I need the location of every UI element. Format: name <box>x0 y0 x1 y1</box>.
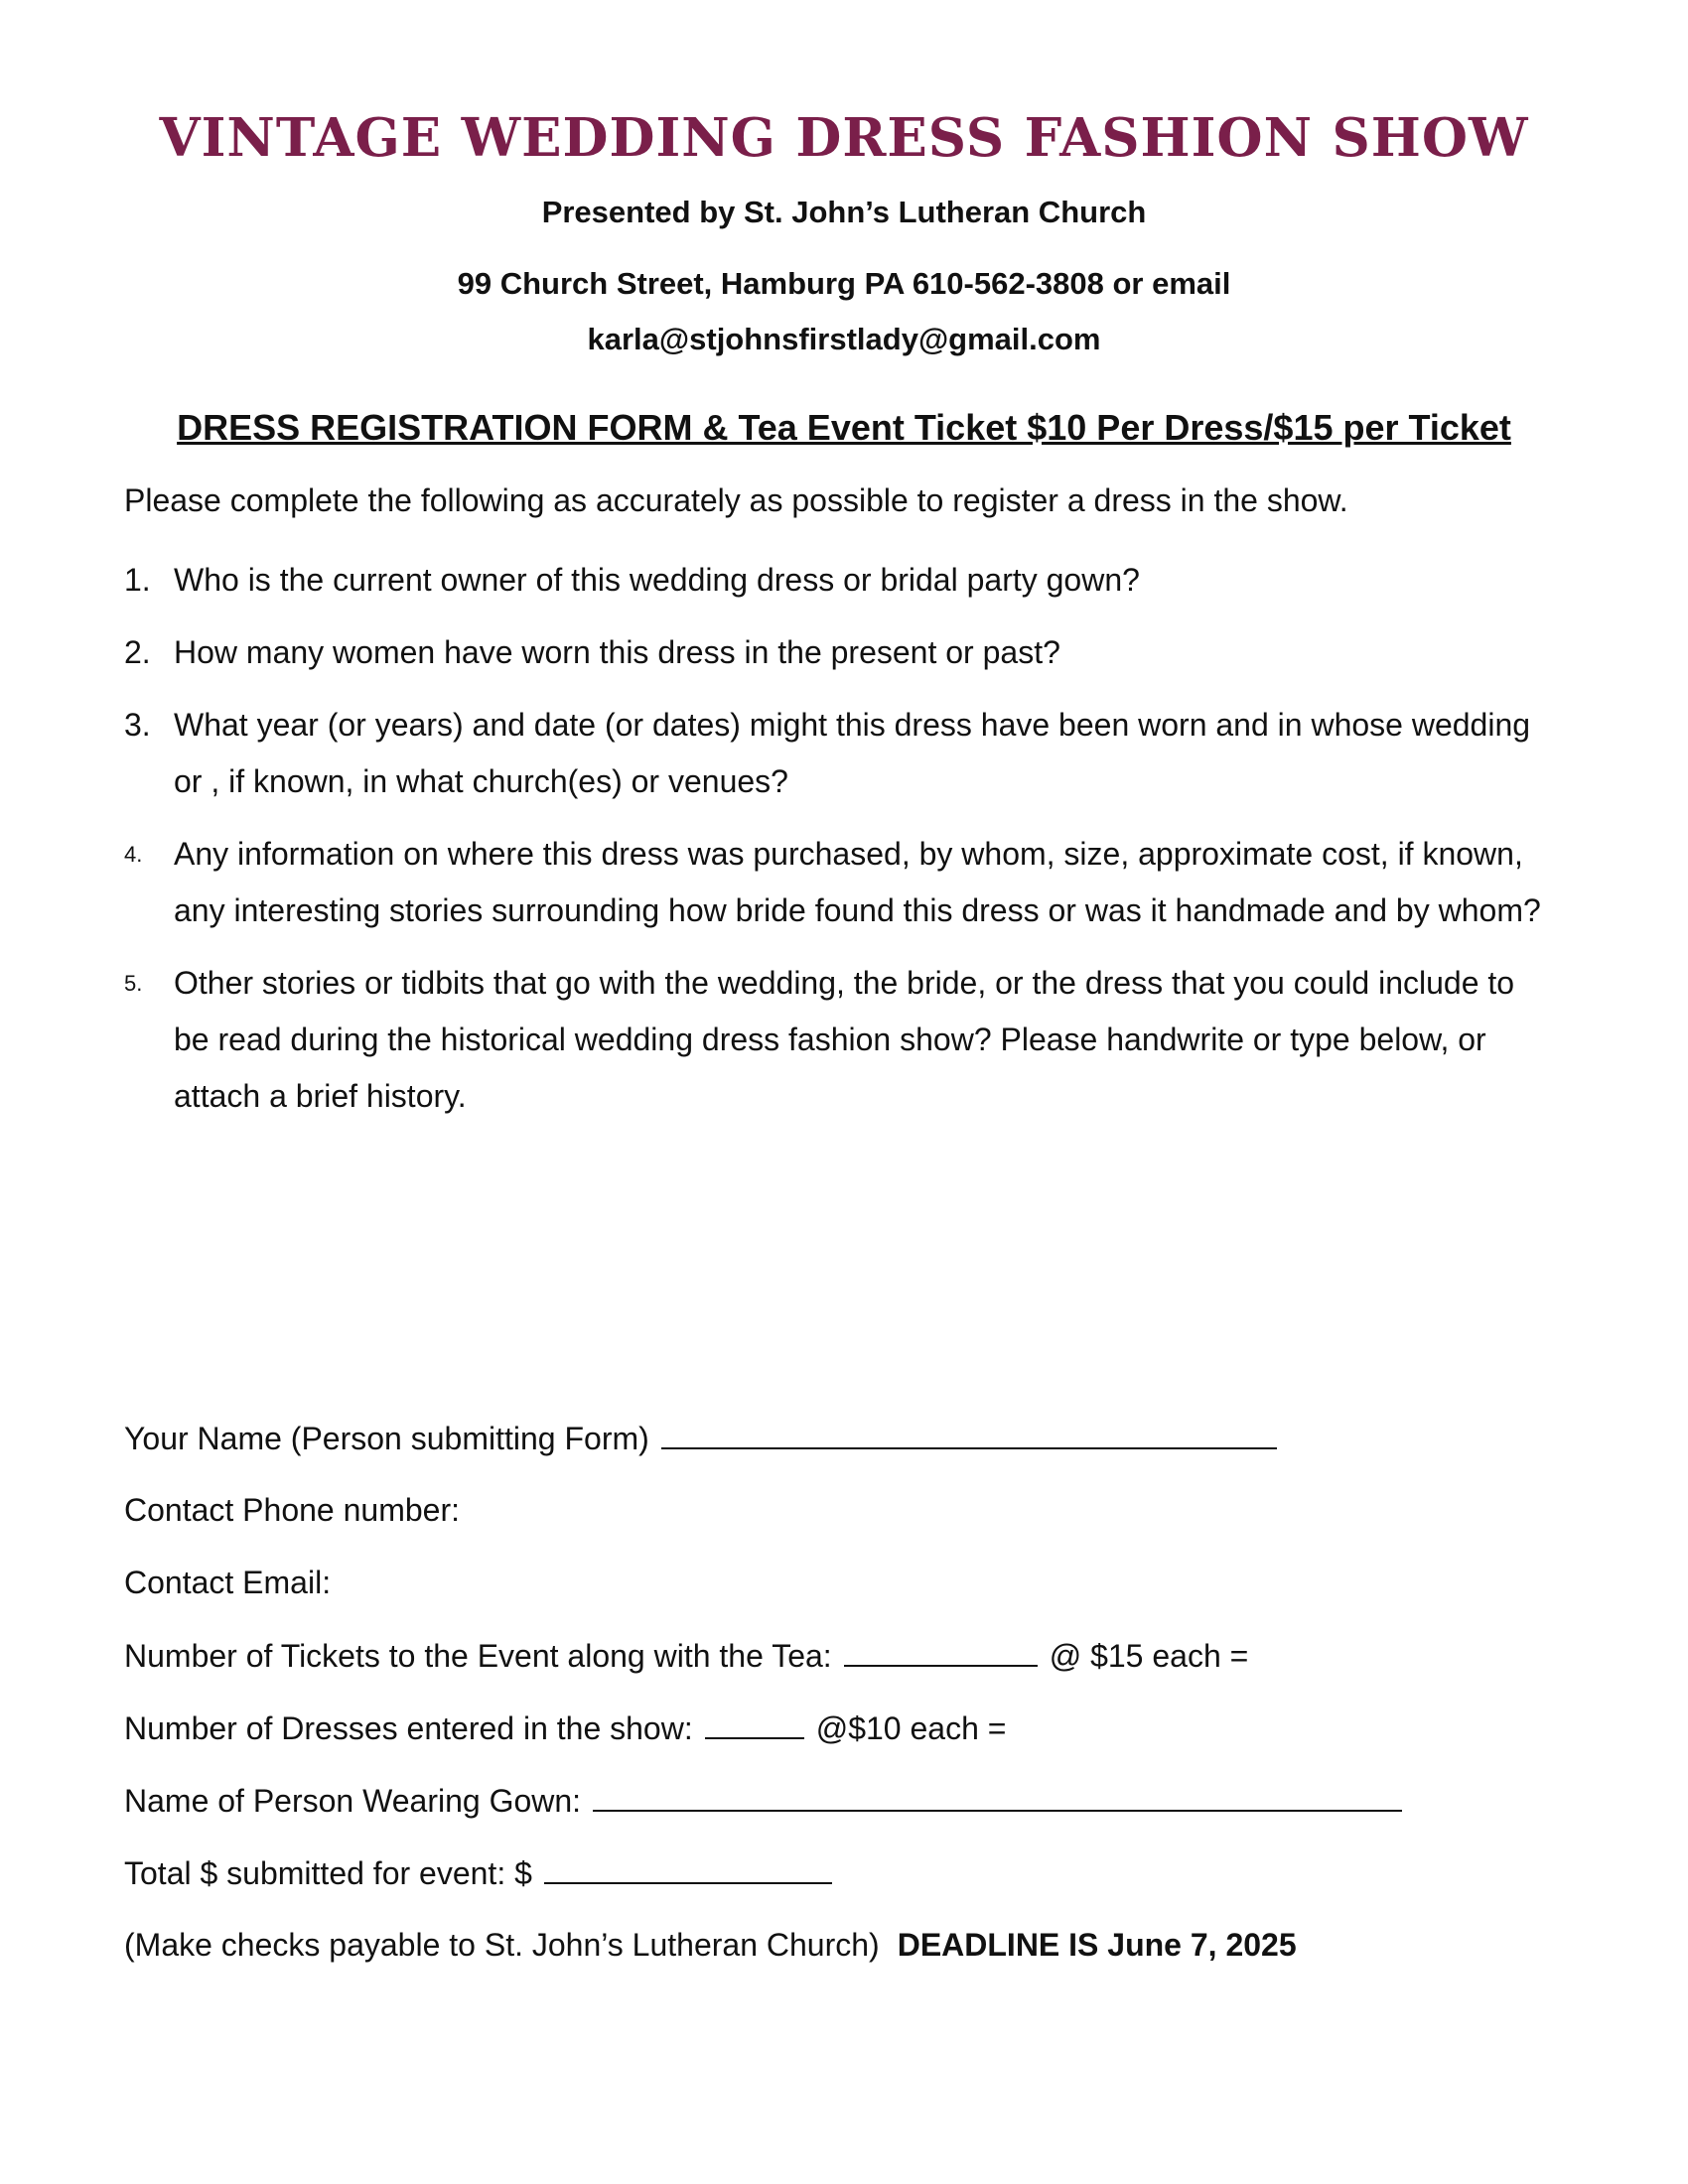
question-list <box>124 552 1554 1141</box>
question-item <box>124 552 1554 609</box>
tickets-label: Number of Tickets to the Event along with the Tea: <box>124 1638 832 1674</box>
question-number: 4. <box>124 842 143 867</box>
wearer-blank[interactable] <box>593 1772 1402 1812</box>
question-item <box>124 697 1554 810</box>
form-intro: Please complete the following as accurately as possible to register a dress in the show. <box>124 482 1348 518</box>
presenter-line: Presented by St. John’s Lutheran Church <box>541 195 1147 229</box>
phone-label: Contact Phone number: <box>124 1492 460 1528</box>
address-line: 99 Church Street, Hamburg PA 610-562-3808 or email <box>457 266 1231 301</box>
name-field <box>124 1410 1564 1482</box>
total-field <box>124 1844 1564 1917</box>
email-label: Contact Email: <box>124 1565 332 1600</box>
name-label: Your Name (Person submitting Form) <box>124 1421 649 1456</box>
total-blank[interactable] <box>544 1844 832 1884</box>
question-item <box>124 955 1554 1125</box>
deadline-text: DEADLINE IS June 7, 2025 <box>897 1927 1297 1963</box>
email-field <box>124 1555 1564 1627</box>
dresses-price: @$10 each = <box>815 1710 1007 1746</box>
question-text: How many women have worn this dress in the present or past? <box>174 634 1060 670</box>
question-text: Other stories or tidbits that go with the wedding, the bride, or the dress that you could include to be read during the historical wedding dress fashion show? Please handwrite or type below, or attach a brief history. <box>174 965 1515 1114</box>
wearer-field <box>124 1772 1564 1844</box>
question-number: 3. <box>124 707 151 743</box>
dresses-label: Number of Dresses entered in the show: <box>124 1710 693 1746</box>
question-number: 2. <box>124 634 151 670</box>
checks-note-line <box>124 1917 1564 1989</box>
tickets-blank[interactable] <box>844 1627 1038 1667</box>
question-text: What year (or years) and date (or dates) might this dress have been worn and in whose wedding or , if known, in what church(es) or venues? <box>174 707 1531 799</box>
question-text: Who is the current owner of this wedding dress or bridal party gown? <box>174 562 1140 598</box>
dresses-field <box>124 1700 1564 1772</box>
checks-note: (Make checks payable to St. John’s Lutheran Church) <box>124 1927 880 1963</box>
question-number: 1. <box>124 562 151 598</box>
total-label: Total $ submitted for event: $ <box>124 1855 532 1891</box>
phone-field <box>124 1482 1564 1555</box>
question-item <box>124 826 1554 939</box>
contact-email: karla@stjohnsfirstlady@gmail.com <box>587 322 1101 356</box>
dresses-blank[interactable] <box>705 1700 804 1739</box>
question-text: Any information on where this dress was purchased, by whom, size, approximate cost, if known, any interesting stories surrounding how bride found this dress or was it handmade and by whom? <box>174 836 1541 928</box>
form-heading: DRESS REGISTRATION FORM & Tea Event Ticket $10 Per Dress/$15 per Ticket <box>177 407 1511 448</box>
submission-fields <box>124 1410 1564 1989</box>
tickets-price: @ $15 each = <box>1049 1638 1249 1674</box>
question-item <box>124 624 1554 681</box>
question-number: 5. <box>124 971 143 996</box>
wearer-label: Name of Person Wearing Gown: <box>124 1783 582 1819</box>
tickets-field <box>124 1627 1564 1700</box>
name-blank[interactable] <box>661 1410 1277 1449</box>
page-title: VINTAGE WEDDING DRESS FASHION SHOW <box>159 107 1529 169</box>
